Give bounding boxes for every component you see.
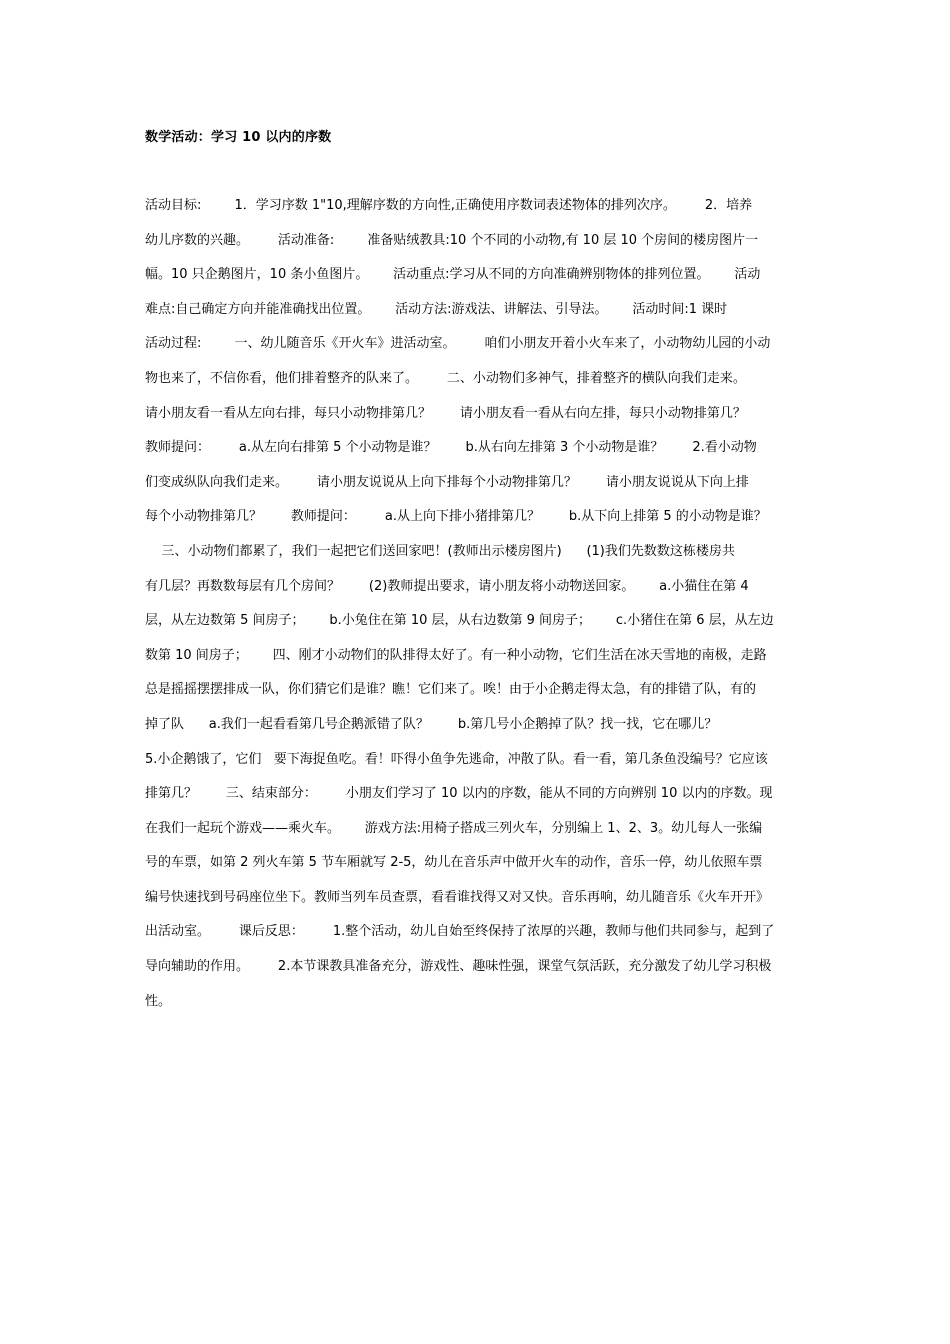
body-line: 物也来了，不信你看，他们排着整齐的队来了。 二、小动物们多神气，排着整齐的横队向我们走来。 [145,370,746,386]
body-line: 幼儿序数的兴趣。 活动准备: 准备贴绒教具:10 个不同的小动物,有 10 层 10 个房间的楼房图片一 [145,232,759,248]
body-line: 层，从左边数第 5 间房子； b.小兔住在第 10 层，从右边数第 9 间房子； c.小猪住在第 6 层，从左边 [145,613,774,629]
body-line: 5.小企鹅饿了，它们 要下海捉鱼吃。看！吓得小鱼争先逃命，冲散了队。看一看，第几条鱼没编号？它应该 [145,751,768,767]
body-line: 有几层？再数数每层有几个房间？ (2)教师提出要求，请小朋友将小动物送回家。 a.小猫住在第 4 [145,578,749,594]
body-line: 在我们一起玩个游戏——乘火车。 游戏方法:用椅子搭成三列火车，分别编上 1、2、3。幼儿每人一张编 [145,820,763,836]
body-line: 活动目标: 1．学习序数 1"10,理解序数的方向性,正确使用序数词表述物体的排列次序。 2．培养 [145,198,753,213]
body-line: 性。 [145,993,172,1009]
body-line: 活动过程: 一、幼儿随音乐《开火车》进活动室。 咱们小朋友开着小火车来了，小动物幼儿园的小动 [145,336,771,352]
body-line: 幅。10 只企鹅图片，10 条小鱼图片。 活动重点:学习从不同的方向准确辨别物体的排列位置。 活动 [145,267,761,283]
body-line: 号的车票，如第 2 列火车第 5 节车厢就写 2-5，幼儿在音乐声中做开火车的动作，音乐一停，幼儿依照车票 [145,855,763,871]
body-line: 难点:自己确定方向并能准确找出位置。 活动方法:游戏法、讲解法、引导法。 活动时间:1 课时 [145,301,728,317]
body-line: 排第几？ 三、结束部分： 小朋友们学习了 10 以内的序数，能从不同的方向辨别 10 以内的序数。现 [145,786,773,802]
body-line: 导向辅助的作用。 2.本节课教具准备充分，游戏性、趣味性强，课堂气氛活跃，充分激发了幼儿学习积极 [145,959,772,975]
body-line: 掉了队 a.我们一起看看第几号企鹅派错了队？ b.第几号小企鹅掉了队？找一找，它在哪儿？ [145,716,718,732]
document-title: 数学活动：学习 10 以内的序数 [145,130,332,145]
body-line: 教师提问： a.从左向右排第 5 个小动物是谁？ b.从右向左排第 3 个小动物是谁？ 2.看小动物 [145,440,757,456]
document-body [145,193,815,1023]
body-line: 数第 10 间房子； 四、刚才小动物们的队排得太好了。有一种小动物，它们生活在冰天雪地的南极，走路 [145,647,767,663]
body-line: 三、小动物们都累了，我们一起把它们送回家吧！(教师出示楼房图片) (1)我们先数数这栋楼房共 [145,543,735,559]
body-line: 请小朋友看一看从左向右排，每只小动物排第几？ 请小朋友看一看从右向左排，每只小动物排第几？ [145,405,746,421]
body-line: 出活动室。 课后反思： 1.整个活动，幼儿自始至终保持了浓厚的兴趣，教师与他们共同参与，起到了 [145,924,775,940]
body-line: 每个小动物排第几？ 教师提问： a.从上向下排小猪排第几？ b.从下向上排第 5 的小动物是谁？ [145,509,767,525]
body-line: 们变成纵队向我们走来。 请小朋友说说从上向下排每个小动物排第几？ 请小朋友说说从下向上排 [145,474,749,490]
body-line: 编号快速找到号码座位坐下。教师当列车员查票，看看谁找得又对又快。音乐再响，幼儿随音乐《火车开开》 [145,889,770,905]
body-line: 总是摇摇摆摆排成一队，你们猜它们是谁？瞧！它们来了。唉！由于小企鹅走得太急，有的排错了队，有的 [145,682,757,698]
